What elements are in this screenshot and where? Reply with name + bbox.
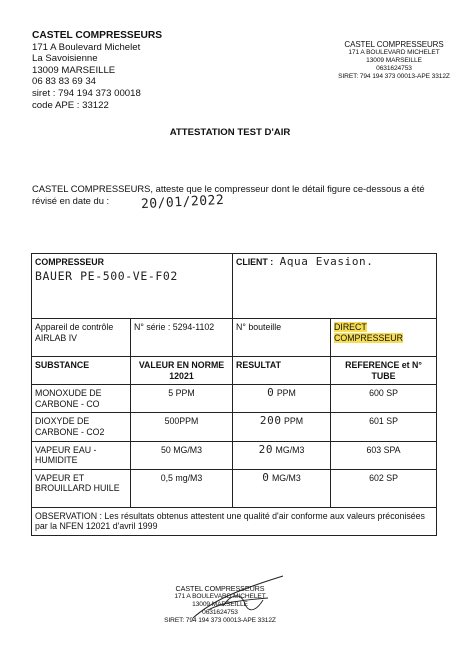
sender-name: CASTEL COMPRESSEURS xyxy=(32,30,163,41)
serial-number-cell: N° série : 5294-1102 xyxy=(131,319,233,357)
client-label: CLIENT : xyxy=(236,257,274,267)
result-handwritten: 20 xyxy=(258,442,274,456)
reference-cell: 602 SP xyxy=(331,469,437,507)
sender-block xyxy=(32,30,162,111)
table-row xyxy=(32,413,437,441)
sender-address-line-2: La Savoisienne xyxy=(32,53,98,65)
result-unit: MG/M3 xyxy=(271,472,301,483)
header-result: RESULTAT xyxy=(233,357,331,385)
sender-address-line-1: 171 A Boulevard Michelet xyxy=(32,41,141,53)
header-norm-value: VALEUR EN NORME 12021 xyxy=(131,357,233,385)
result-handwritten: 0 xyxy=(267,386,275,400)
reference-cell: 601 SP xyxy=(331,413,437,441)
stamp-address: 171 A BOULEVARD MICHELET xyxy=(348,49,440,56)
sender-city: 13009 MARSEILLE xyxy=(32,64,116,76)
reference-cell: 600 SP xyxy=(331,385,437,413)
result-cell xyxy=(233,385,331,413)
substance-cell: VAPEUR EAU - HUMIDITE xyxy=(32,441,131,469)
stamp-name: CASTEL COMPRESSEURS xyxy=(344,40,444,49)
signature-scribble xyxy=(183,570,303,630)
result-unit: MG/M3 xyxy=(275,444,305,455)
stamp-name: CASTEL COMPRESSEURS xyxy=(175,584,265,593)
header-substance: SUBSTANCE xyxy=(32,357,131,385)
result-unit: PPM xyxy=(284,416,304,427)
table-row xyxy=(32,469,437,507)
result-handwritten: 0 xyxy=(262,470,270,484)
sender-siret: siret : 794 194 373 00018 xyxy=(32,87,141,99)
compressor-cell xyxy=(32,254,233,319)
client-value-handwritten: Aqua Evasion. xyxy=(279,255,374,268)
norm-cell: 0,5 mg/M3 xyxy=(131,469,233,507)
stamp-address: 171 A BOULEVARD MICHELET xyxy=(174,593,266,600)
handwritten-date: 20/01/2022 xyxy=(140,192,225,213)
stamp-city: 13009 MARSEILLE xyxy=(192,601,248,608)
norm-cell: 500PPM xyxy=(131,413,233,441)
result-cell xyxy=(233,441,331,469)
stamp-siret: SIRET: 794 194 373 00013-APE 3312Z xyxy=(164,617,276,624)
stamp-phone: 0631624753 xyxy=(202,609,238,616)
intro-paragraph: CASTEL COMPRESSEURS, atteste que le compresseur dont le détail figure ce-dessous a été révisé en date du : xyxy=(32,183,425,207)
substance-cell: DIOXYDE DE CARBONE - CO2 xyxy=(32,413,131,441)
compressor-value-handwritten: BAUER PE-500-VE-F02 xyxy=(35,268,178,283)
stamp-siret: SIRET: 794 194 373 00013-APE 3312Z xyxy=(338,73,450,80)
compressor-label: COMPRESSEUR xyxy=(35,257,104,267)
result-cell xyxy=(233,469,331,507)
document-title: ATTESTATION TEST D'AIR xyxy=(169,127,291,138)
norm-cell: 5 PPM xyxy=(131,385,233,413)
control-device-cell: Appareil de contrôle AIRLAB IV xyxy=(32,319,131,357)
air-test-table xyxy=(31,253,437,536)
header-reference: REFERENCE et N° TUBE xyxy=(331,357,437,385)
substance-cell: MONOXUDE DE CARBONE - CO xyxy=(32,385,131,413)
client-cell xyxy=(233,254,437,319)
substance-cell: VAPEUR ET BROUILLARD HUILE xyxy=(32,469,131,507)
result-cell xyxy=(233,413,331,441)
norm-cell: 50 MG/M3 xyxy=(131,441,233,469)
sender-ape: code APE : 33122 xyxy=(32,99,109,111)
reference-cell: 603 SPA xyxy=(331,441,437,469)
direct-compressor-cell xyxy=(331,319,437,357)
stamp-city: 13009 MARSEILLE xyxy=(366,57,422,64)
result-handwritten: 200 xyxy=(259,414,282,428)
observation-cell: OBSERVATION : Les résultats obtenus attestent une qualité d'air conforme aux valeurs préconisées par la NFEN 12021 d'avril 1999 xyxy=(32,507,437,535)
direct-compressor-highlight: DIRECT COMPRESSEUR xyxy=(334,322,403,343)
table-row xyxy=(32,441,437,469)
result-unit: PPM xyxy=(276,388,296,399)
stamp-phone: 0631624753 xyxy=(376,65,412,72)
bottle-number-cell: N° bouteille xyxy=(233,319,331,357)
table-row xyxy=(32,385,437,413)
sender-phone: 06 83 83 69 34 xyxy=(32,76,97,88)
company-stamp-top xyxy=(330,41,458,81)
